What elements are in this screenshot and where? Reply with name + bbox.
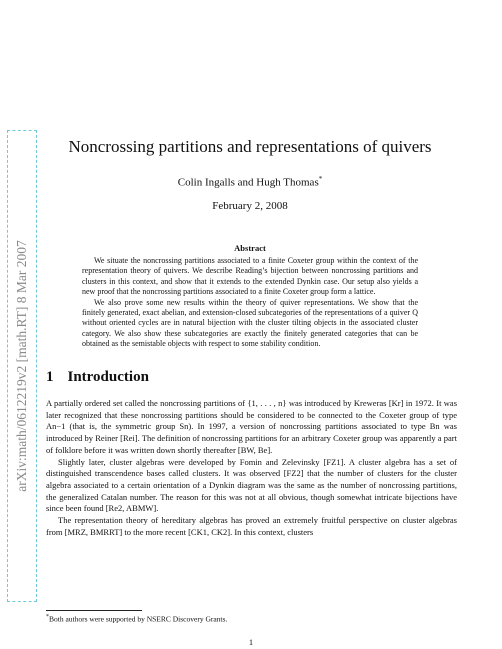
footnote-text: Both authors were supported by NSERC Discovery Grants. xyxy=(49,614,228,624)
abstract xyxy=(82,256,418,350)
footnote-rule xyxy=(46,610,142,611)
page-number: 1 xyxy=(248,637,254,647)
abstract-heading: Abstract xyxy=(234,243,266,253)
paper-title: Noncrossing partitions and representations of quivers xyxy=(68,137,432,156)
paper-date: February 2, 2008 xyxy=(212,200,288,212)
author-footnote-mark: * xyxy=(318,175,323,183)
authors-line xyxy=(40,175,460,189)
arxiv-stamp-text: arXiv:math/0612219v2 [math.RT] 8 Mar 2007 xyxy=(14,240,29,492)
footnote-mark: * xyxy=(46,614,49,620)
section-title: Introduction xyxy=(67,369,149,385)
footnote xyxy=(46,614,227,624)
section-heading xyxy=(46,369,149,386)
arxiv-stamp xyxy=(7,130,37,602)
abstract-paragraph: We also prove some new results within the theory of quiver representations. We show that the finitely generated, exact abelian, and extension-closed subcategories of the representations of a quiver Q without oriented cycles are in natural bijection with the cluster tilting objects in the associated cluster category. We also show these subcategories are exactly the finitely generated categories that can be obtained as the semistable objects with respect to some stability condition. xyxy=(82,297,418,349)
body-text xyxy=(46,398,457,538)
section-number: 1 xyxy=(46,369,54,385)
abstract-paragraph: We situate the noncrossing partitions associated to a finite Coxeter group within the context of the representation theory of quivers. We describe Reading’s bijection between noncrossing partitions and clusters in this context, and show that it extends to the extended Dynkin case. Our setup also yields a new proof that the noncrossing partitions associated to a finite Coxeter group form a lattice. xyxy=(82,256,418,297)
body-paragraph: A partially ordered set called the noncrossing partitions of {1, . . . , n} was introduced by Kreweras [Kr] in 1972. It was later recognized that these noncrossing partitions should be considered to be connected to the Coxeter group of type An−1 (that is, the symmetric group Sn). In 1997, a version of noncrossing partitions associated to type Bn was introduced by Reiner [Rei]. The definition of noncrossing partitions for an arbitrary Coxeter group was apparently a part of folklore before it was written down shortly thereafter [BW, Be]. xyxy=(46,398,457,455)
body-paragraph: Slightly later, cluster algebras were developed by Fomin and Zelevinsky [FZ1]. A cluster algebra has a set of distinguished transcendence bases called clusters. It was observed [FZ2] that the number of clusters for the cluster algebra associated to a certain orientation of a Dynkin diagram was the same as the number of noncrossing partitions, the generalized Catalan number. The reason for this was not at all obvious, though somewhat intricate bijections have since been found [Re2, ABMW]. xyxy=(46,456,457,514)
authors: Colin Ingalls and Hugh Thomas xyxy=(177,176,319,189)
body-paragraph: The representation theory of hereditary algebras has proved an extremely fruitful perspective on cluster algebras from [MRZ, BMRRT] to the more recent [CK1, CK2]. In this context, clusters xyxy=(46,515,457,537)
